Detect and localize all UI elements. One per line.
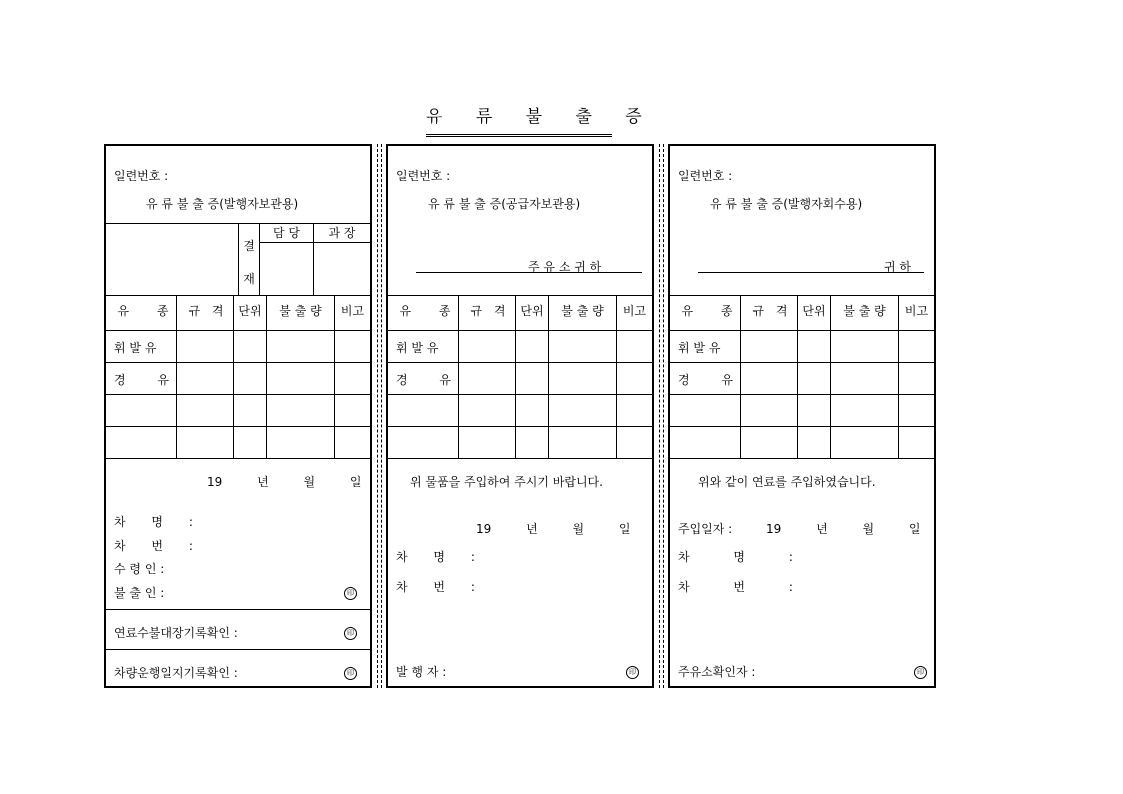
- rule: [259, 242, 370, 243]
- stamp-mark: [344, 624, 357, 640]
- serial-label: 일련번호 :: [114, 169, 169, 183]
- row-diesel: 경 유: [114, 373, 169, 387]
- date-line: 19 년 월 일: [766, 522, 921, 536]
- approval-label: 결 재: [243, 239, 255, 286]
- rule: [670, 330, 934, 331]
- row-gasoline: 휘 발 유: [678, 341, 721, 355]
- header-quantity: 불 출 량: [561, 304, 604, 318]
- header-note: 비고: [622, 304, 647, 318]
- rule: [106, 609, 370, 610]
- rule: [388, 295, 652, 296]
- rule: [388, 362, 652, 363]
- confirm-fuel-ledger: 연료수불대장기록확인 :: [114, 626, 238, 640]
- row-diesel: 경 유: [678, 373, 733, 387]
- rule: [176, 295, 177, 458]
- stamp-icon: 印: [344, 667, 357, 680]
- rule: [670, 426, 934, 427]
- date-line: 19 년 월 일: [476, 522, 631, 536]
- header-quantity: 불 출 량: [843, 304, 886, 318]
- header-unit: 단위: [802, 304, 826, 318]
- rule: [388, 394, 652, 395]
- rule: [388, 458, 652, 459]
- cut-line-2: [381, 144, 382, 688]
- rule: [797, 295, 798, 458]
- field-vehicle-name: 차 명 :: [396, 550, 475, 564]
- rule: [740, 295, 741, 458]
- addressee: 주 유 소 귀 하: [528, 260, 602, 274]
- header-spec: 규 격: [188, 304, 224, 318]
- serial-label: 일련번호 :: [678, 169, 733, 183]
- serial-label: 일련번호 :: [396, 169, 451, 183]
- inject-date-label: 주입일자 :: [678, 522, 733, 536]
- station-confirm: 주유소확인자 :: [678, 665, 756, 679]
- panel-subtitle: 유 류 불 출 증(발행자보관용): [146, 197, 299, 211]
- rule: [106, 295, 370, 296]
- stamp-icon: 印: [344, 587, 357, 600]
- field-vehicle-number: 차 번 :: [396, 580, 475, 594]
- rule: [233, 295, 234, 458]
- header-note: 비고: [904, 304, 929, 318]
- stamp-icon: 印: [344, 627, 357, 640]
- rule: [106, 394, 370, 395]
- rule: [106, 458, 370, 459]
- field-vehicle-number: 차 번 :: [114, 539, 193, 553]
- rule: [458, 295, 459, 458]
- field-vehicle-number: 차 번 :: [678, 580, 793, 594]
- addressee: 귀 하: [884, 260, 911, 274]
- statement-text: 위와 같이 연료를 주입하였습니다.: [698, 475, 876, 489]
- rule: [830, 295, 831, 458]
- rule: [670, 295, 934, 296]
- field-issuer: 발 행 자 :: [396, 665, 447, 679]
- cut-line-3: [659, 144, 660, 688]
- row-diesel: 경 유: [396, 373, 451, 387]
- rule: [670, 362, 934, 363]
- field-vehicle-name: 차 명 :: [678, 550, 793, 564]
- rule: [670, 394, 934, 395]
- page-title: [426, 104, 656, 137]
- panel-subtitle: 유 류 불 출 증(공급자보관용): [428, 197, 581, 211]
- header-fuel-type: 유 종: [117, 304, 169, 318]
- stamp-mark: [914, 663, 927, 679]
- rule: [238, 223, 239, 295]
- rule: [106, 330, 370, 331]
- rule: [334, 295, 335, 458]
- approval-col-staff: 담 당: [273, 226, 300, 240]
- cut-line-4: [663, 144, 664, 688]
- rule: [898, 295, 899, 458]
- rule: [388, 426, 652, 427]
- header-quantity: 불 출 량: [279, 304, 322, 318]
- row-gasoline: 휘 발 유: [114, 341, 157, 355]
- rule: [388, 330, 652, 331]
- header-note: 비고: [340, 304, 365, 318]
- header-unit: 단위: [520, 304, 544, 318]
- rule: [106, 362, 370, 363]
- rule: [548, 295, 549, 458]
- header-spec: 규 격: [470, 304, 506, 318]
- stamp-icon: 印: [626, 666, 639, 679]
- approval-col-manager: 과 장: [328, 226, 356, 240]
- stamp-mark: [344, 584, 357, 600]
- header-fuel-type: 유 종: [399, 304, 451, 318]
- header-spec: 규 격: [752, 304, 788, 318]
- rule: [106, 649, 370, 650]
- cut-line-1: [377, 144, 378, 688]
- stamp-mark: [626, 663, 639, 679]
- panel-subtitle: 유 류 불 출 증(발행자회수용): [710, 197, 863, 211]
- panel-supplier-copy: [386, 144, 654, 688]
- panel-return-copy: [668, 144, 936, 688]
- header-fuel-type: 유 종: [681, 304, 733, 318]
- field-receiver: 수 령 인 :: [114, 562, 165, 576]
- stamp-mark: [344, 664, 357, 680]
- date-line: 19 년 월 일: [207, 475, 362, 489]
- confirm-vehicle-log: 차량운행일지기록확인 :: [114, 666, 238, 680]
- request-text: 위 물품을 주입하여 주시기 바랍니다.: [410, 475, 603, 489]
- field-vehicle-name: 차 명 :: [114, 515, 193, 529]
- field-issuer: 불 출 인 :: [114, 586, 165, 600]
- header-unit: 단위: [238, 304, 262, 318]
- stamp-icon: 印: [914, 666, 927, 679]
- rule: [616, 295, 617, 458]
- rule: [106, 426, 370, 427]
- rule: [515, 295, 516, 458]
- panel-issuer-copy: [104, 144, 372, 688]
- row-gasoline: 휘 발 유: [396, 341, 439, 355]
- rule: [266, 295, 267, 458]
- rule: [670, 458, 934, 459]
- page-title-text: 유 류 불 출 증: [426, 107, 656, 127]
